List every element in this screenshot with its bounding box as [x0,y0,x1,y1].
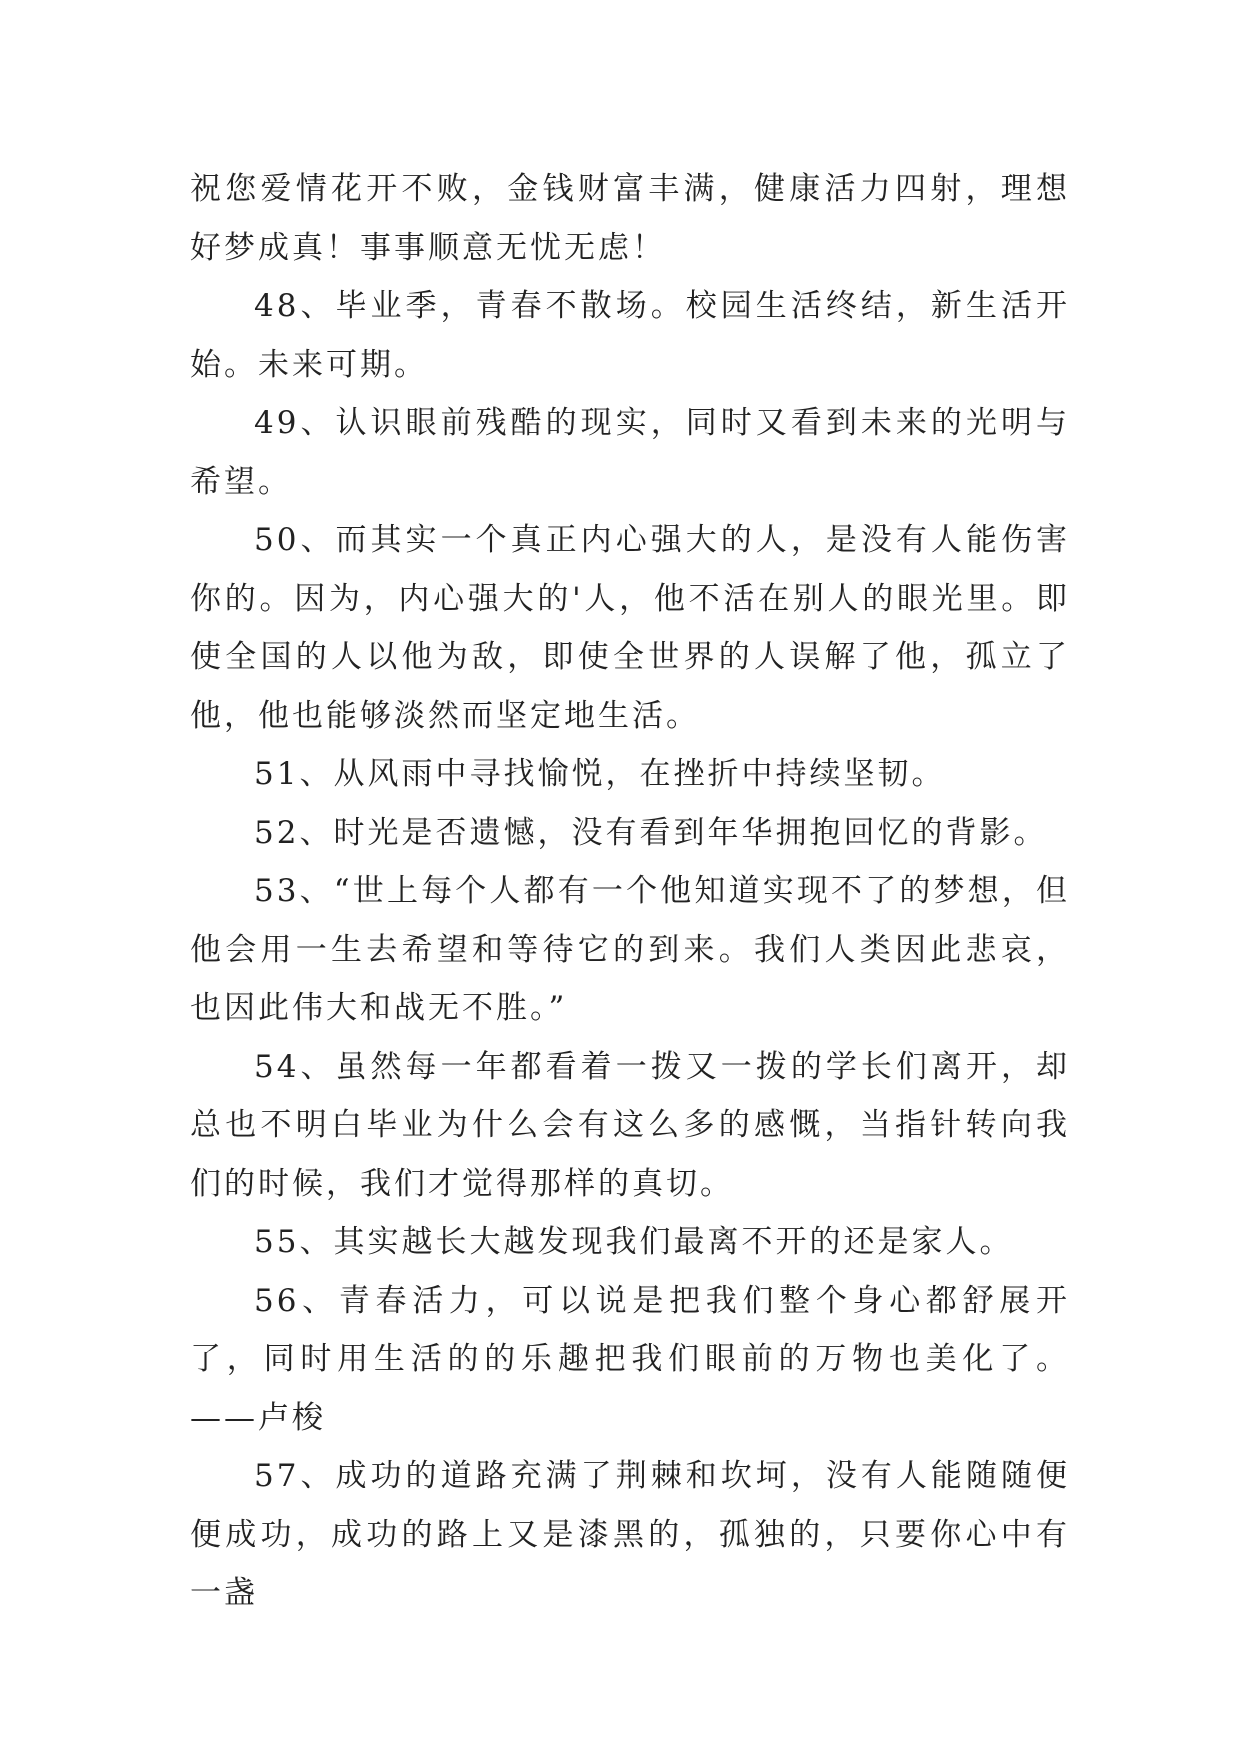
paragraph-53: 53、“世上每个人都有一个他知道实现不了的梦想，但他会用一生去希望和等待它的到来。我们人类因此悲哀，也因此伟大和战无不胜。” [190,873,1070,1026]
paragraph-51: 51、从风雨中寻找愉悦，在挫折中持续坚韧。 [254,756,946,792]
document-body [190,160,1070,1623]
paragraph-continuation: 祝您爱情花开不败，金钱财富丰满，健康活力四射，理想好梦成真！事事顺意无忧无虑！ [190,171,1070,266]
paragraph-52: 52、时光是否遗憾，没有看到年华拥抱回忆的背影。 [254,814,1048,851]
paragraph-49: 49、认识眼前残酷的现实，同时又看到未来的光明与希望。 [190,405,1070,500]
paragraph-48: 48、毕业季，青春不散场。校园生活终结，新生活开始。未来可期。 [190,288,1070,383]
paragraph-50: 50、而其实一个真正内心强大的人，是没有人能伤害你的。因为，内心强大的'人，他不活在别人的眼光里。即使全国的人以他为敌，即使全世界的人误解了他，孤立了他，他也能够淡然而坚定地生活。 [190,522,1070,734]
paragraph-56: 56、青春活力，可以说是把我们整个身心都舒展开了，同时用生活的的乐趣把我们眼前的万物也美化了。 ——卢梭 [190,1282,1070,1436]
paragraph-54: 54、虽然每一年都看着一拨又一拨的学长们离开，却总也不明白毕业为什么会有这么多的感慨，当指针转向我们的时候，我们才觉得那样的真切。 [190,1048,1070,1202]
paragraph-57: 57、成功的道路充满了荆棘和坎坷，没有人能随随便便成功，成功的路上又是漆黑的，孤独的，只要你心中有一盏 [190,1458,1070,1611]
paragraph-55: 55、其实越长大越发现我们最离不开的还是家人。 [254,1224,1014,1260]
